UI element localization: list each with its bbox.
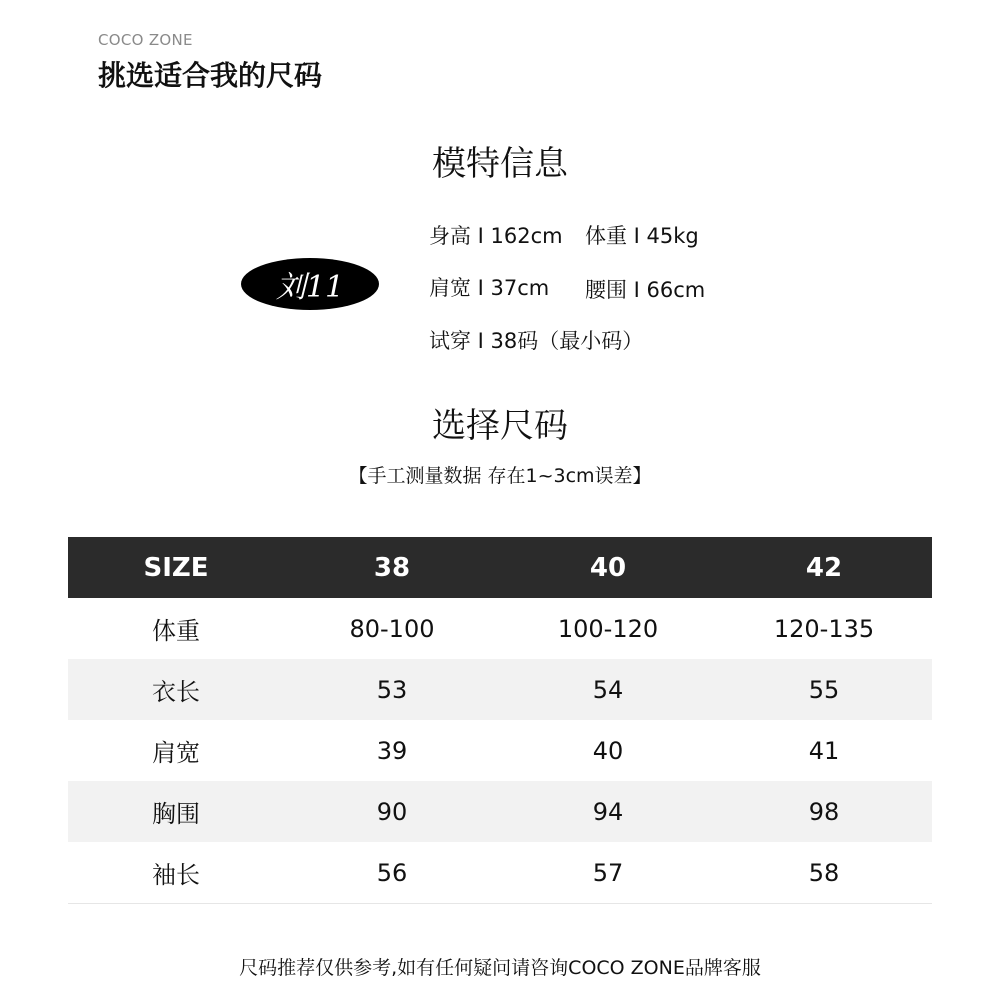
measurement-note: 【手工测量数据 存在1~3cm误差】	[348, 465, 652, 487]
page-title: 挑选适合我的尺码	[98, 59, 323, 92]
row-label: 衣长	[152, 678, 200, 706]
brand-name: COCO ZONE	[98, 31, 193, 49]
header-cell: 40	[589, 552, 627, 583]
table-cell: 55	[808, 675, 840, 704]
header-cell: SIZE	[143, 552, 209, 583]
table-cell: 94	[592, 797, 624, 826]
table-cell: 39	[376, 736, 408, 765]
table-row	[68, 659, 932, 720]
header-cell: 42	[805, 552, 843, 583]
model-shoulder: 肩宽 I 37cm	[429, 276, 550, 300]
table-cell: 53	[376, 675, 408, 704]
model-name: 刘11	[275, 270, 345, 305]
table-header-row	[68, 537, 932, 598]
model-name-badge	[241, 258, 379, 310]
table-cell: 57	[592, 858, 624, 887]
size-section-title: 选择尺码	[432, 406, 568, 446]
table-row	[68, 781, 932, 842]
table-bottom-divider	[68, 903, 932, 904]
row-label: 袖长	[152, 861, 200, 889]
table-cell: 98	[808, 797, 840, 826]
table-row	[68, 842, 932, 903]
row-label: 体重	[152, 617, 200, 645]
table-cell: 100-120	[557, 614, 659, 643]
table-cell: 58	[808, 858, 840, 887]
table-cell: 80-100	[349, 614, 435, 643]
model-tried-size: 试穿 I 38码（最小码）	[429, 329, 644, 353]
model-waist: 腰围 I 66cm	[585, 278, 706, 302]
table-cell: 56	[376, 858, 408, 887]
footer-disclaimer: 尺码推荐仅供参考,如有任何疑问请咨询COCO ZONE品牌客服	[239, 957, 761, 979]
table-cell: 54	[592, 675, 624, 704]
table-cell: 41	[808, 736, 840, 765]
model-info-title: 模特信息	[432, 144, 568, 184]
size-table	[68, 537, 932, 904]
table-cell: 90	[376, 797, 408, 826]
header-cell: 38	[373, 552, 411, 583]
row-label: 胸围	[152, 800, 200, 828]
table-row	[68, 720, 932, 781]
table-cell: 120-135	[773, 614, 875, 643]
row-label: 肩宽	[152, 739, 200, 767]
table-cell: 40	[592, 736, 624, 765]
table-row	[68, 598, 932, 659]
model-weight: 体重 I 45kg	[585, 224, 699, 248]
model-height: 身高 I 162cm	[429, 224, 563, 248]
